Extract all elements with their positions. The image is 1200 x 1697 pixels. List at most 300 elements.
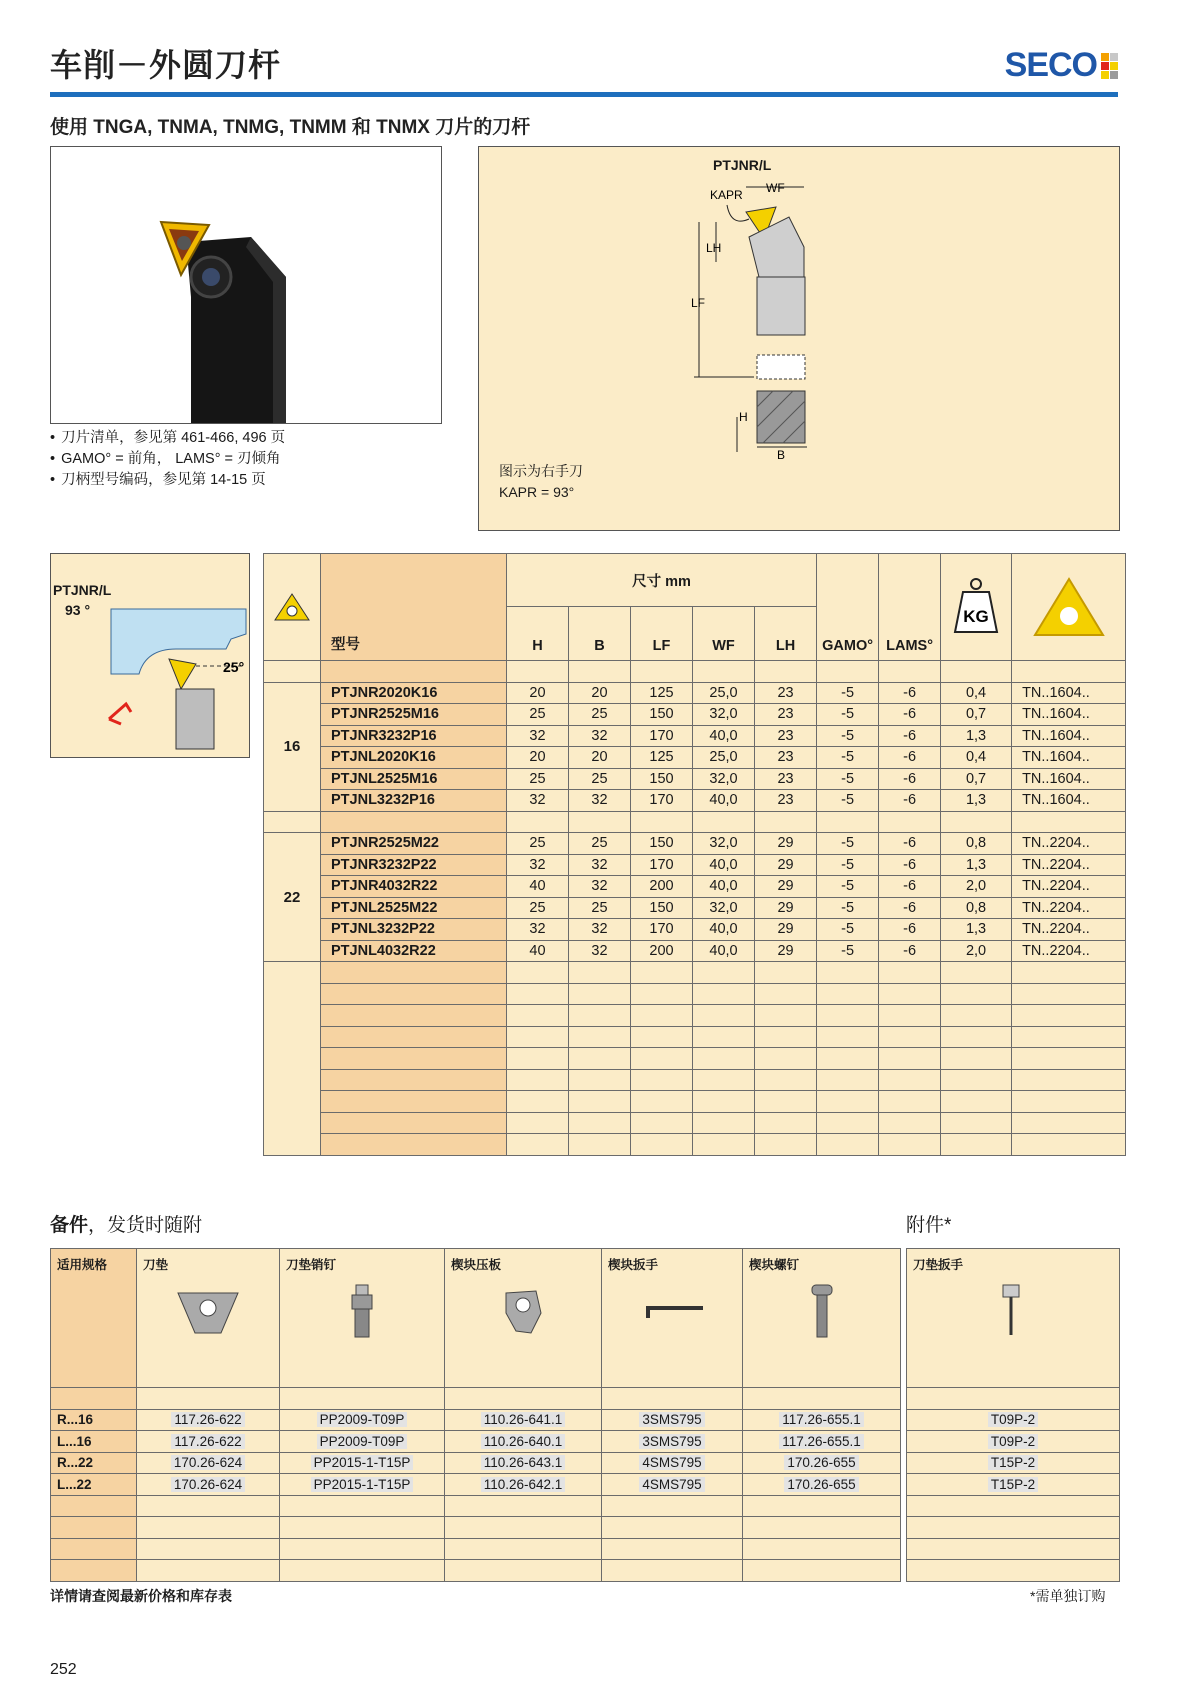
value-cell: 32: [507, 854, 569, 876]
table-cell-empty: [51, 1388, 137, 1410]
table-cell-empty: [264, 811, 321, 833]
spare-cell: [907, 1431, 1120, 1453]
spare-cell: L...22: [51, 1474, 137, 1496]
value-cell: -5: [817, 747, 879, 769]
part-code: 117.26-622: [171, 1412, 244, 1427]
table-cell-empty: [569, 1134, 631, 1156]
table-cell-empty: [137, 1388, 280, 1410]
spare-cell: [445, 1452, 602, 1474]
table-row-empty: [264, 983, 1126, 1005]
table-cell-empty: [1012, 1005, 1126, 1027]
table-cell-empty: [755, 983, 817, 1005]
table-cell-empty: [941, 1091, 1012, 1113]
value-cell: 32,0: [693, 704, 755, 726]
table-cell-empty: [507, 1112, 569, 1134]
table-cell-empty: [941, 1134, 1012, 1156]
insert-icon: [1012, 554, 1126, 661]
value-cell: 150: [631, 833, 693, 855]
table-row: [264, 768, 1126, 790]
table-cell-empty: [817, 661, 879, 683]
table-cell-empty: [743, 1560, 901, 1582]
model-cell: PTJNR2525M22: [321, 833, 507, 855]
value-cell: 23: [755, 725, 817, 747]
table-cell-empty: [507, 1069, 569, 1091]
value-cell: -5: [817, 682, 879, 704]
part-code: 170.26-655: [784, 1455, 858, 1470]
part-code: 117.26-622: [171, 1434, 244, 1449]
table-cell-empty: [321, 1091, 507, 1113]
value-cell: -5: [817, 854, 879, 876]
insert-cell: TN..1604..: [1012, 768, 1126, 790]
value-cell: 23: [755, 768, 817, 790]
value-cell: 150: [631, 897, 693, 919]
table-row: [51, 1431, 901, 1453]
model-cell: PTJNL3232P16: [321, 790, 507, 812]
table-cell-empty: [631, 1069, 693, 1091]
part-code: 3SMS795: [639, 1412, 704, 1427]
spare-cell: L...16: [51, 1431, 137, 1453]
col-shim-pin-label: 刀垫销钉: [286, 1258, 337, 1272]
table-cell-empty: [507, 1134, 569, 1156]
table-cell-empty: [755, 1112, 817, 1134]
part-code: T15P-2: [988, 1477, 1038, 1492]
part-code: 170.26-655: [784, 1477, 858, 1492]
table-cell-empty: [280, 1538, 445, 1560]
accessory-table-body: [907, 1388, 1120, 1582]
insert-size-cell: 16: [264, 682, 321, 811]
table-cell-empty: [51, 1495, 137, 1517]
table-row: [264, 833, 1126, 855]
spare-cell: [445, 1474, 602, 1496]
table-cell-empty: [879, 1005, 941, 1027]
table-cell-empty: [743, 1495, 901, 1517]
angle-25-label: 25°: [223, 659, 245, 675]
table-cell-empty: [817, 1069, 879, 1091]
table-cell-empty: [602, 1517, 743, 1539]
table-cell-empty: [755, 1048, 817, 1070]
value-cell: 40: [507, 876, 569, 898]
table-cell-empty: [280, 1517, 445, 1539]
table-cell-empty: [569, 1005, 631, 1027]
table-cell-empty: [264, 661, 321, 683]
diagram-title: PTJNR/L: [713, 157, 772, 173]
wedge-key-icon: [608, 1273, 738, 1353]
kapr-note: KAPR = 93°: [499, 484, 575, 500]
table-cell-empty: [817, 1134, 879, 1156]
table-cell-empty: [817, 1091, 879, 1113]
table-cell-empty: [321, 811, 507, 833]
value-cell: 29: [755, 919, 817, 941]
table-row: [907, 1388, 1120, 1410]
col-lf: LF: [631, 607, 693, 661]
value-cell: 1,3: [941, 919, 1012, 941]
shim-icon: [143, 1273, 273, 1353]
table-cell-empty: [879, 962, 941, 984]
value-cell: -5: [817, 833, 879, 855]
value-cell: 170: [631, 790, 693, 812]
table-cell-empty: [137, 1495, 280, 1517]
value-cell: 0,7: [941, 704, 1012, 726]
table-cell-empty: [321, 1026, 507, 1048]
table-row: [907, 1474, 1120, 1496]
table-cell-empty: [602, 1538, 743, 1560]
table-row: [51, 1388, 901, 1410]
approach-title: PTJNR/L: [53, 582, 112, 598]
table-cell-empty: [693, 1026, 755, 1048]
col-shim-label: 刀垫: [143, 1258, 169, 1272]
table-cell-empty: [817, 983, 879, 1005]
spare-cell: [602, 1409, 743, 1431]
right-hand-note: 图示为右手刀: [499, 463, 583, 479]
value-cell: 0,8: [941, 897, 1012, 919]
spare-cell: [280, 1431, 445, 1453]
value-cell: 25: [507, 704, 569, 726]
value-cell: 170: [631, 919, 693, 941]
note-item: • 刀柄型号编码，参见第 14-15 页: [50, 470, 285, 491]
col-wedge-key: [602, 1249, 743, 1388]
value-cell: 0,4: [941, 682, 1012, 704]
footer-order-note: *需单独订购: [1030, 1588, 1106, 1604]
table-cell-empty: [507, 962, 569, 984]
table-cell-empty: [941, 1026, 1012, 1048]
lh-label: LH: [706, 241, 722, 255]
holder-table-body: [264, 661, 1126, 1156]
part-code: PP2015-1-T15P: [311, 1455, 414, 1470]
spares-table: [50, 1248, 901, 1582]
table-cell-empty: [1012, 983, 1126, 1005]
table-cell-empty: [569, 1048, 631, 1070]
part-code: 110.26-641.1: [481, 1412, 566, 1427]
insert-cell: TN..2204..: [1012, 940, 1126, 962]
value-cell: 32: [507, 725, 569, 747]
table-cell-empty: [602, 1560, 743, 1582]
table-row: [907, 1431, 1120, 1453]
holder-table: [263, 553, 1126, 1156]
part-code: 110.26-640.1: [481, 1434, 566, 1449]
value-cell: 20: [507, 682, 569, 704]
value-cell: 170: [631, 725, 693, 747]
table-cell-empty: [507, 983, 569, 1005]
value-cell: 200: [631, 940, 693, 962]
table-cell-empty: [1012, 1112, 1126, 1134]
tool-photo: [50, 146, 442, 424]
table-cell-empty: [693, 1069, 755, 1091]
table-cell-empty: [941, 811, 1012, 833]
value-cell: -5: [817, 897, 879, 919]
table-cell-empty: [631, 1091, 693, 1113]
table-cell-empty: [631, 1112, 693, 1134]
spare-cell: [602, 1452, 743, 1474]
spare-cell: [602, 1474, 743, 1496]
table-cell-empty: [264, 962, 321, 1156]
table-row: [264, 897, 1126, 919]
insert-cell: TN..2204..: [1012, 919, 1126, 941]
table-row: [907, 1495, 1120, 1517]
value-cell: 32: [507, 790, 569, 812]
value-cell: 32,0: [693, 833, 755, 855]
table-cell-empty: [755, 1026, 817, 1048]
table-cell-empty: [631, 1026, 693, 1048]
spare-cell: [907, 1474, 1120, 1496]
table-cell-empty: [879, 811, 941, 833]
table-cell-empty: [879, 983, 941, 1005]
value-cell: 23: [755, 704, 817, 726]
spares-table-body: [51, 1388, 901, 1582]
logo-squares: [1101, 53, 1118, 79]
spare-cell: [743, 1409, 901, 1431]
value-cell: -6: [879, 919, 941, 941]
header-rule: [50, 92, 1118, 97]
table-cell-empty: [1012, 1069, 1126, 1091]
value-cell: 32: [569, 790, 631, 812]
table-cell-empty: [631, 1005, 693, 1027]
value-cell: 32: [569, 940, 631, 962]
spare-cell: [137, 1431, 280, 1453]
table-row: [264, 854, 1126, 876]
value-cell: -6: [879, 747, 941, 769]
table-cell-empty: [507, 811, 569, 833]
table-cell-empty: [602, 1495, 743, 1517]
table-row: [51, 1538, 901, 1560]
value-cell: 150: [631, 704, 693, 726]
table-cell-empty: [507, 1005, 569, 1027]
table-cell-empty: [569, 983, 631, 1005]
insert-shape-icon: [264, 554, 321, 661]
table-cell-empty: [280, 1388, 445, 1410]
table-row: [264, 704, 1126, 726]
table-cell-empty: [755, 962, 817, 984]
model-cell: PTJNL2525M22: [321, 897, 507, 919]
value-cell: 25: [507, 768, 569, 790]
value-cell: 1,3: [941, 854, 1012, 876]
table-cell-empty: [569, 1069, 631, 1091]
dims-header: 尺寸 mm: [507, 554, 817, 607]
spare-cell: [907, 1409, 1120, 1431]
value-cell: 1,3: [941, 790, 1012, 812]
value-cell: 25: [569, 704, 631, 726]
spare-cell: [280, 1409, 445, 1431]
diagram-notes: [499, 461, 583, 503]
value-cell: 0,8: [941, 833, 1012, 855]
note-item: • 刀片清单，参见第 461-466, 496 页: [50, 428, 285, 449]
insert-cell: TN..1604..: [1012, 790, 1126, 812]
table-row: [51, 1560, 901, 1582]
col-wedge-clamp: [445, 1249, 602, 1388]
value-cell: 125: [631, 682, 693, 704]
table-cell-empty: [743, 1538, 901, 1560]
table-cell-empty: [321, 1048, 507, 1070]
table-cell-empty: [445, 1388, 602, 1410]
value-cell: 32: [569, 919, 631, 941]
table-row: [51, 1452, 901, 1474]
wedge-clamp-icon: [451, 1273, 591, 1353]
wf-label: WF: [766, 181, 785, 195]
table-row: [264, 876, 1126, 898]
spare-cell: [743, 1474, 901, 1496]
insert-cell: TN..1604..: [1012, 704, 1126, 726]
table-cell-empty: [693, 1134, 755, 1156]
insert-cell: TN..2204..: [1012, 854, 1126, 876]
col-shim-pin: [280, 1249, 445, 1388]
value-cell: 25: [507, 833, 569, 855]
table-cell-empty: [941, 661, 1012, 683]
weight-icon: [941, 554, 1012, 661]
value-cell: 32: [507, 919, 569, 941]
insert-cell: TN..2204..: [1012, 876, 1126, 898]
col-shim-key-label: 刀垫扳手: [913, 1258, 964, 1272]
table-cell-empty: [1012, 962, 1126, 984]
col-wf: WF: [693, 607, 755, 661]
table-row: [51, 1517, 901, 1539]
model-cell: PTJNR4032R22: [321, 876, 507, 898]
table-row-empty: [264, 1112, 1126, 1134]
table-row: [907, 1409, 1120, 1431]
table-row: [907, 1517, 1120, 1539]
value-cell: 20: [569, 682, 631, 704]
value-cell: -6: [879, 854, 941, 876]
table-cell-empty: [321, 1069, 507, 1091]
table-cell-empty: [321, 1005, 507, 1027]
value-cell: 40,0: [693, 854, 755, 876]
table-cell-empty: [631, 1048, 693, 1070]
table-cell-empty: [941, 1069, 1012, 1091]
insert-cell: TN..1604..: [1012, 747, 1126, 769]
table-cell-empty: [507, 661, 569, 683]
table-cell-empty: [507, 1048, 569, 1070]
col-lh: LH: [755, 607, 817, 661]
table-cell-empty: [51, 1538, 137, 1560]
value-cell: 125: [631, 747, 693, 769]
wedge-screw-icon: [749, 1273, 894, 1353]
table-cell-empty: [569, 661, 631, 683]
kapr-label: KAPR: [710, 188, 743, 202]
seco-logo: [1005, 46, 1118, 85]
table-cell-empty: [631, 962, 693, 984]
value-cell: 40,0: [693, 940, 755, 962]
model-cell: PTJNL3232P22: [321, 919, 507, 941]
col-shim: [137, 1249, 280, 1388]
table-cell-empty: [51, 1560, 137, 1582]
value-cell: -6: [879, 876, 941, 898]
part-code: 110.26-642.1: [481, 1477, 566, 1492]
table-row-empty: [264, 1005, 1126, 1027]
insert-cell: TN..1604..: [1012, 682, 1126, 704]
table-cell-empty: [693, 1112, 755, 1134]
value-cell: -5: [817, 940, 879, 962]
table-cell-empty: [941, 983, 1012, 1005]
table-row: [907, 1538, 1120, 1560]
value-cell: 40,0: [693, 919, 755, 941]
table-cell-empty: [879, 1091, 941, 1113]
table-cell-empty: [941, 962, 1012, 984]
table-cell-empty: [755, 811, 817, 833]
table-cell-empty: [693, 811, 755, 833]
table-row: [51, 1495, 901, 1517]
table-cell-empty: [631, 983, 693, 1005]
spares-title-main: 备件: [50, 1215, 89, 1236]
table-row: [51, 1474, 901, 1496]
value-cell: 32: [569, 854, 631, 876]
value-cell: 25: [569, 768, 631, 790]
value-cell: 40,0: [693, 725, 755, 747]
table-row: [264, 682, 1126, 704]
table-cell-empty: [280, 1560, 445, 1582]
table-cell-empty: [1012, 811, 1126, 833]
table-cell-empty: [817, 1048, 879, 1070]
table-cell-empty: [879, 1069, 941, 1091]
table-cell-empty: [879, 1048, 941, 1070]
value-cell: 20: [569, 747, 631, 769]
part-code: 117.26-655.1: [779, 1412, 864, 1427]
table-row-empty: [264, 1134, 1126, 1156]
value-cell: 40,0: [693, 876, 755, 898]
spare-cell: R...22: [51, 1452, 137, 1474]
value-cell: -6: [879, 704, 941, 726]
page-number: 252: [50, 1661, 77, 1678]
part-code: PP2009-T09P: [317, 1434, 408, 1449]
spare-cell: [907, 1452, 1120, 1474]
table-cell-empty: [137, 1538, 280, 1560]
b-label: B: [777, 448, 786, 462]
table-cell-empty: [137, 1517, 280, 1539]
table-cell-empty: [817, 1112, 879, 1134]
table-row: [907, 1560, 1120, 1582]
value-cell: 25: [507, 897, 569, 919]
value-cell: 2,0: [941, 876, 1012, 898]
table-cell-empty: [51, 1517, 137, 1539]
table-cell-empty: [693, 661, 755, 683]
logo-text: SECO: [1004, 46, 1097, 84]
value-cell: 32,0: [693, 768, 755, 790]
table-cell-empty: [569, 1112, 631, 1134]
col-spec: 适用规格: [51, 1249, 137, 1388]
value-cell: 32: [569, 876, 631, 898]
table-row-empty: [264, 1026, 1126, 1048]
table-cell-empty: [569, 1026, 631, 1048]
table-cell-empty: [817, 1026, 879, 1048]
table-cell-empty: [755, 1091, 817, 1113]
value-cell: -5: [817, 790, 879, 812]
value-cell: 32,0: [693, 897, 755, 919]
value-cell: 40,0: [693, 790, 755, 812]
table-row-empty: [264, 1048, 1126, 1070]
table-cell-empty: [879, 661, 941, 683]
spare-cell: [137, 1452, 280, 1474]
h-label: H: [739, 410, 748, 424]
table-cell-empty: [631, 661, 693, 683]
value-cell: -5: [817, 919, 879, 941]
value-cell: 29: [755, 854, 817, 876]
value-cell: -6: [879, 682, 941, 704]
value-cell: 0,4: [941, 747, 1012, 769]
model-cell: PTJNR3232P22: [321, 854, 507, 876]
table-cell-empty: [137, 1560, 280, 1582]
lf-label: LF: [691, 296, 706, 310]
value-cell: 40: [507, 940, 569, 962]
table-cell-empty: [693, 1048, 755, 1070]
table-row-empty: [264, 811, 1126, 833]
col-model: 型号: [321, 554, 507, 661]
col-wedge-key-label: 楔块扳手: [608, 1258, 659, 1272]
value-cell: 29: [755, 897, 817, 919]
table-cell-empty: [693, 962, 755, 984]
value-cell: 29: [755, 876, 817, 898]
table-cell-empty: [445, 1495, 602, 1517]
col-gamo: GAMO°: [817, 554, 879, 661]
table-cell-empty: [445, 1517, 602, 1539]
table-cell-empty: [755, 661, 817, 683]
shim-key-icon: [913, 1273, 1113, 1353]
